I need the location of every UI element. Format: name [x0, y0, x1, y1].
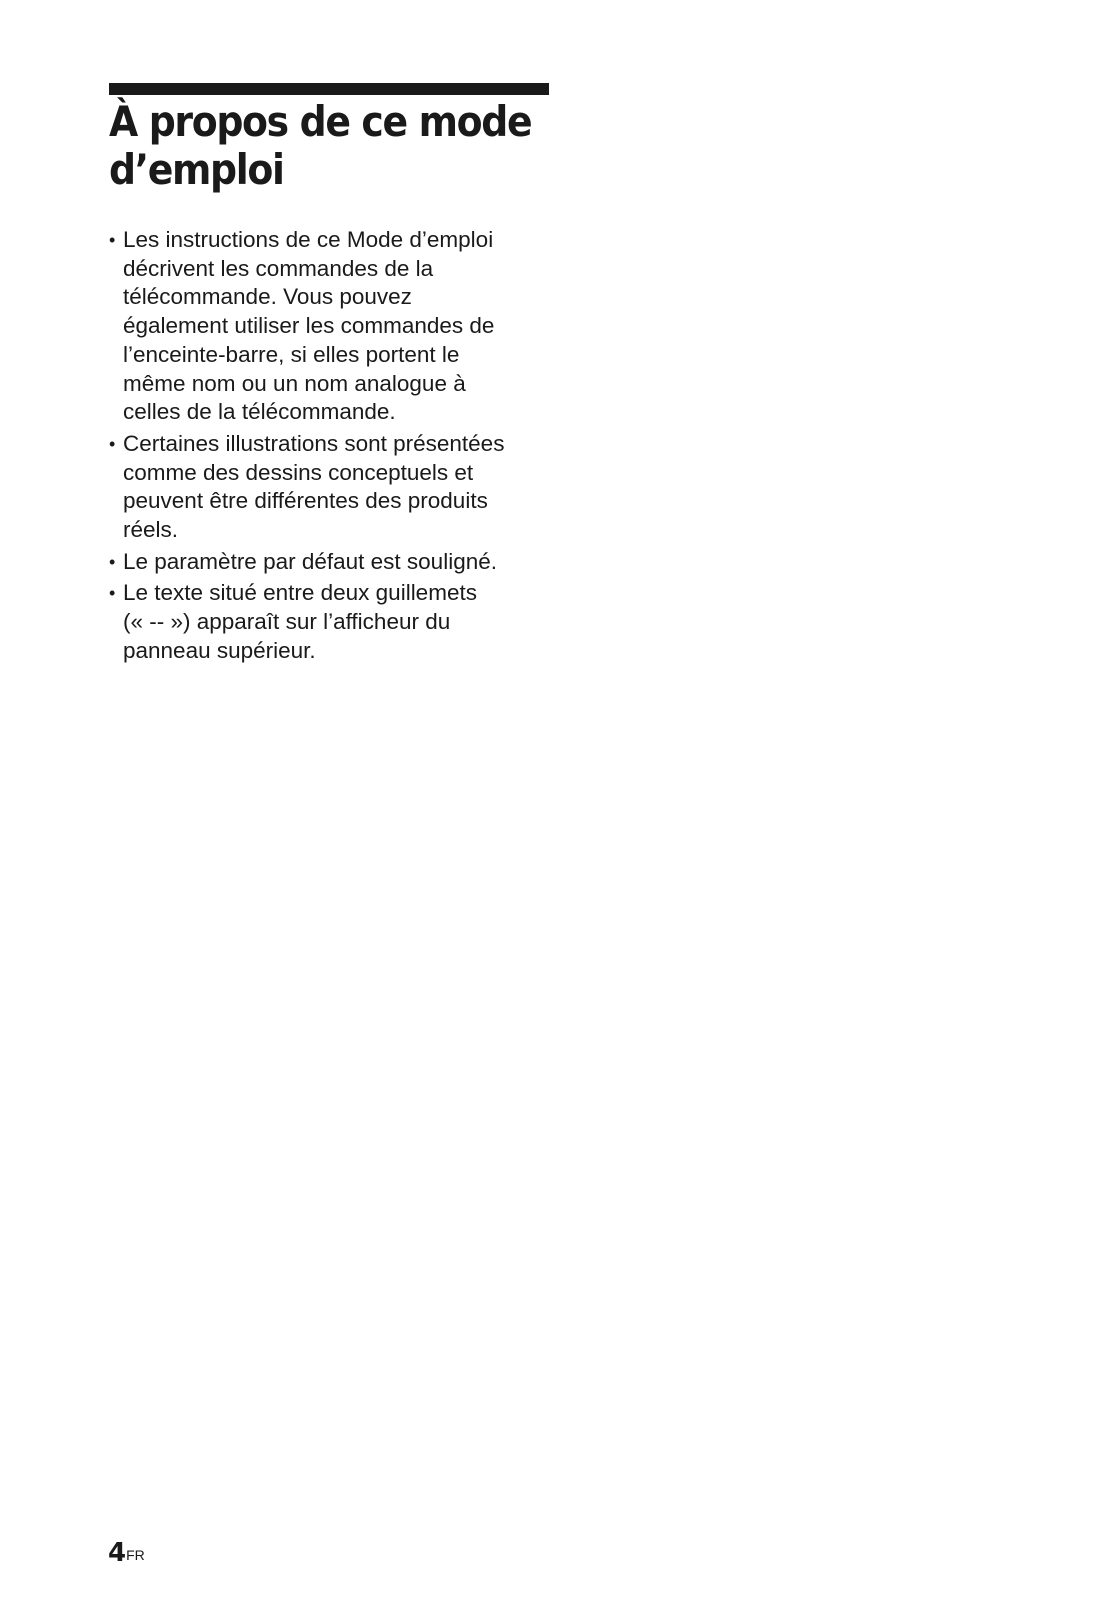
bullet-list: [109, 226, 559, 669]
bullet-item-1: [109, 226, 559, 427]
bullet-line: Le paramètre par défaut est souligné.: [123, 548, 497, 574]
section-rule: [109, 83, 549, 95]
bullet-line: celles de la télécommande.: [123, 399, 396, 425]
page-number-value: 4: [108, 1538, 126, 1568]
bullet-line: même nom ou un nom analogue à: [123, 370, 466, 396]
bullet-item-3: [109, 548, 559, 577]
bullet-line: Certaines illustrations sont présentées: [123, 430, 505, 456]
bullet-item-4: [109, 579, 559, 665]
bullet-line: Le texte situé entre deux guillemets: [123, 580, 477, 606]
bullet-icon: •: [109, 230, 116, 250]
bullet-line: peuvent être différentes des produits: [123, 488, 488, 514]
page-title-line-1: À propos de ce mode: [109, 97, 532, 146]
page-language-suffix: FR: [126, 1547, 145, 1563]
page-title-line-2: d’emploi: [109, 145, 284, 194]
bullet-line: également utiliser les commandes de: [123, 313, 495, 339]
bullet-icon: •: [109, 583, 116, 604]
page-number: [108, 1538, 145, 1568]
bullet-item-2: [109, 430, 559, 545]
bullet-icon: •: [109, 433, 116, 454]
bullet-icon: •: [109, 551, 116, 572]
bullet-line: panneau supérieur.: [123, 637, 316, 663]
bullet-line: l’enceinte-barre, si elles portent le: [123, 341, 460, 367]
bullet-line: télécommande. Vous pouvez: [123, 284, 412, 310]
bullet-line: réels.: [123, 517, 179, 543]
page-title: [109, 97, 532, 194]
bullet-line: Les instructions de ce Mode d’emploi: [123, 227, 494, 252]
bullet-line: (« -- ») apparaît sur l’afficheur du: [123, 609, 451, 635]
bullet-line: décrivent les commandes de la: [123, 255, 434, 281]
bullet-line: comme des dessins conceptuels et: [123, 459, 474, 485]
